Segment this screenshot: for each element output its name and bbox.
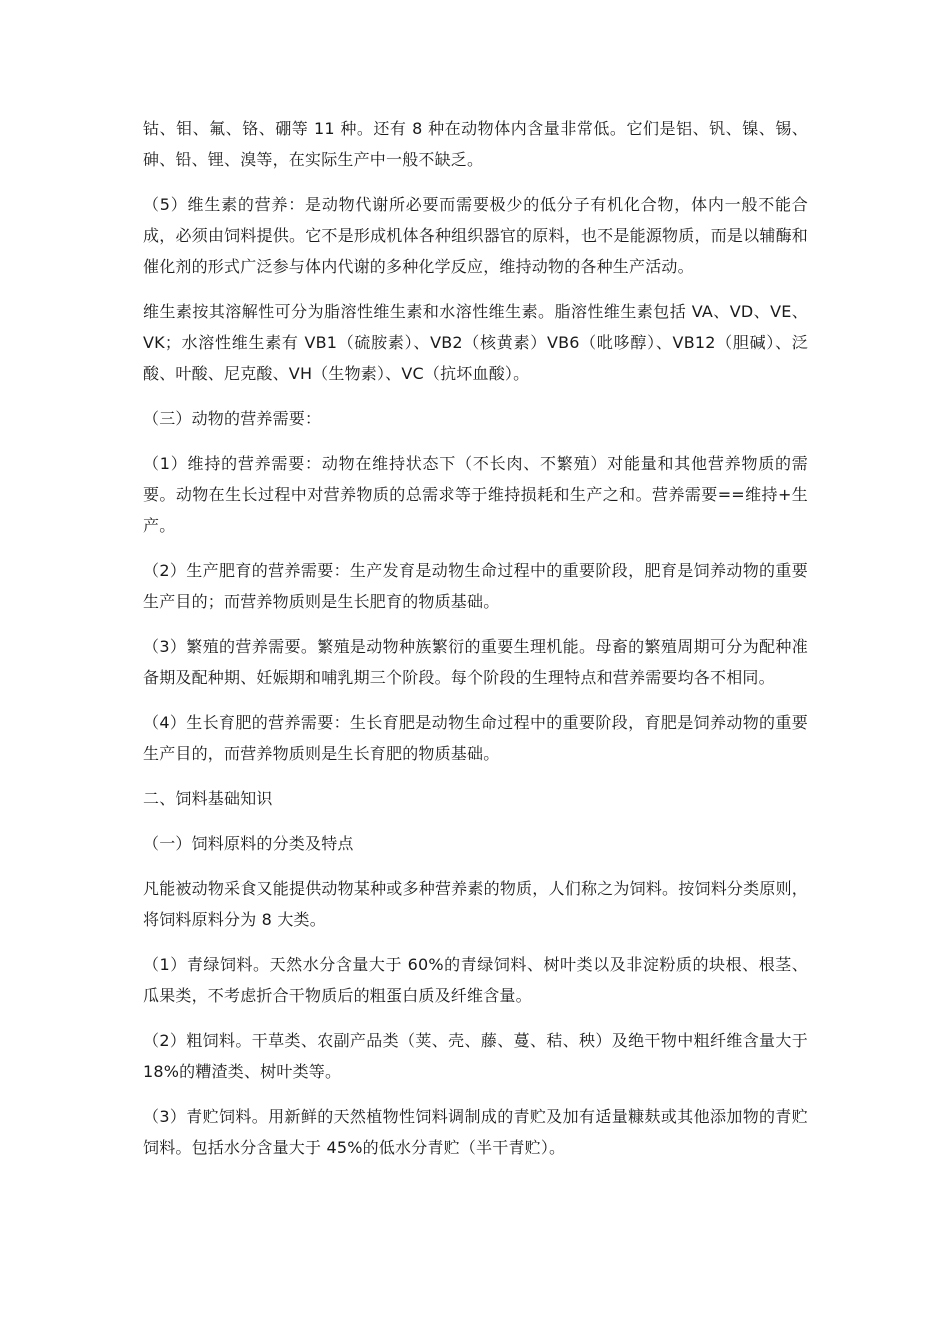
heading-feed-basics: 二、饲料基础知识: [143, 789, 273, 808]
paragraph-green-feed: （1）青绿饲料。天然水分含量大于 60%的青绿饲料、树叶类以及非淀粉质的块根、根茎、瓜果类，不考虑折合干物质后的粗蛋白质及纤维含量。: [143, 955, 808, 1005]
paragraph-vitamin-nutrition: （5）维生素的营养：是动物代谢所必要而需要极少的低分子有机化合物，体内一般不能合成，必须由饲料提供。它不是形成机体各种组织器官的原料，也不是能源物质，而是以辅酶和催化剂的形式广泛参与体内代谢的多种化学反应，维持动物的各种生产活动。: [143, 195, 808, 276]
paragraph-roughage: （2）粗饲料。干草类、农副产品类（荚、壳、藤、蔓、秸、秧）及绝干物中粗纤维含量大于 18%的糟渣类、树叶类等。: [143, 1031, 808, 1081]
paragraph-silage: （3）青贮饲料。用新鲜的天然植物性饲料调制成的青贮及加有适量糠麸或其他添加物的青贮饲料。包括水分含量大于 45%的低水分青贮（半干青贮）。: [143, 1107, 808, 1157]
paragraph-trace-elements: 钴、钼、氟、铬、硼等 11 种。还有 8 种在动物体内含量非常低。它们是铝、钒、镍、锡、砷、铅、锂、溴等，在实际生产中一般不缺乏。: [143, 119, 808, 169]
paragraph-fattening-needs: （2）生产肥育的营养需要：生产发育是动物生命过程中的重要阶段，肥育是饲养动物的重要生产目的；而营养物质则是生长肥育的物质基础。: [143, 561, 808, 611]
heading-animal-nutrition-needs: （三）动物的营养需要：: [143, 409, 322, 428]
paragraph-feed-definition: 凡能被动物采食又能提供动物某种或多种营养素的物质，人们称之为饲料。按饲料分类原则，将饲料原料分为 8 大类。: [143, 879, 808, 929]
paragraph-vitamin-classification: 维生素按其溶解性可分为脂溶性维生素和水溶性维生素。脂溶性维生素包括 VA、VD、VE、VK；水溶性维生素有 VB1（硫胺素）、VB2（核黄素）VB6（吡哆醇）、VB12（胆碱）、泛酸、叶酸、尼克酸、VH（生物素）、VC（抗坏血酸）。: [143, 302, 808, 383]
document-page: [143, 113, 808, 1177]
heading-feed-classification: （一）饲料原料的分类及特点: [143, 834, 354, 853]
paragraph-breeding-needs: （3）繁殖的营养需要。繁殖是动物种族繁衍的重要生理机能。母畜的繁殖周期可分为配种准备期及配种期、妊娠期和哺乳期三个阶段。每个阶段的生理特点和营养需要均各不相同。: [143, 637, 808, 687]
paragraph-maintenance-needs: （1）维持的营养需要：动物在维持状态下（不长肉、不繁殖）对能量和其他营养物质的需要。动物在生长过程中对营养物质的总需求等于维持损耗和生产之和。营养需要==维持+生产。: [143, 454, 808, 535]
paragraph-growth-fattening-needs: （4）生长育肥的营养需要：生长育肥是动物生命过程中的重要阶段，育肥是饲养动物的重要生产目的，而营养物质则是生长育肥的物质基础。: [143, 713, 808, 763]
